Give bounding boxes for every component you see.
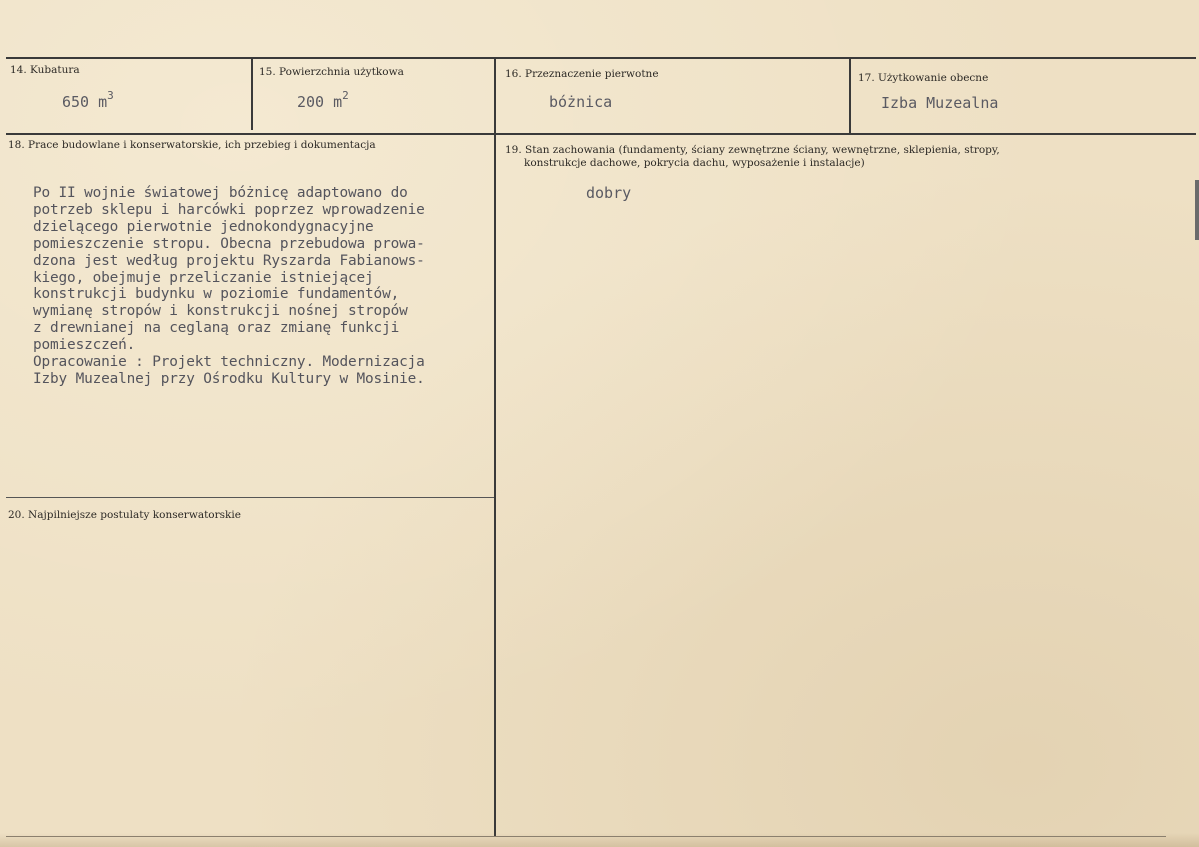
prace-line: konstrukcji budynku w poziomie fundamentów, [33,286,400,303]
stan-label-line2: konstrukcje dachowe, pokrycia dachu, wyposażenie i instalacje) [524,157,865,169]
stan-value: dobry [586,184,632,202]
kubatura-label: 14. Kubatura [10,64,80,76]
col-divider-2 [494,58,496,836]
kubatura-number: 650 m [62,93,108,111]
prace-text [33,185,425,388]
uzytkowanie-label: 17. Użytkowanie obecne [858,72,989,84]
postulaty-label: 20. Najpilniejsze postulaty konserwatorskie [8,509,241,521]
prace-label: 18. Prace budowlane i konserwatorskie, ich przebieg i dokumentacja [8,139,376,151]
col-divider-1 [251,58,253,130]
prace-line: Izby Muzealnej przy Ośrodku Kultury w Mosinie. [33,370,425,387]
prace-line: pomieszczeń. [33,337,136,354]
prace-line: dzielącego pierwotnie jednokondygnacyjne [33,218,374,235]
prace-line: kiego, obejmuje przeliczanie istniejącej [33,269,374,286]
prace-line: Opracowanie : Projekt techniczny. Modernizacja [33,354,425,371]
page-edge-mark [1195,180,1199,240]
prace-line: pomieszczenie stropu. Obecna przebudowa prowa- [33,235,425,252]
prace-line: dzona jest według projektu Ryszarda Fabianows- [33,252,425,269]
prace-line: potrzeb sklepu i harcówki poprzez wprowadzenie [33,201,425,218]
stan-label-line1: 19. Stan zachowania (fundamenty, ściany zewnętrzne ściany, wewnętrzne, sklepienia, stropy, [505,144,1000,156]
top-rule [6,57,1196,59]
row2-bottom-rule [6,497,494,498]
przeznaczenie-label: 16. Przeznaczenie pierwotne [505,68,659,80]
prace-line: wymianę stropów i konstrukcji nośnej stropów [33,303,408,320]
paper-shadow [0,833,1199,847]
uzytkowanie-value: Izba Muzealna [881,94,999,112]
przeznaczenie-value: bóżnica [549,93,613,111]
prace-line: Po II wojnie światowej bóżnicę adaptowano do [33,185,408,201]
powierzchnia-exponent: 2 [342,89,349,102]
kubatura-exponent: 3 [107,89,114,102]
powierzchnia-number: 200 m [297,93,343,111]
prace-line: z drewnianej na ceglaną oraz zmianę funkcji [33,320,400,337]
col-divider-3 [849,58,851,135]
row1-bottom-rule [6,133,1196,135]
powierzchnia-value [297,91,349,111]
powierzchnia-label: 15. Powierzchnia użytkowa [259,66,404,78]
kubatura-value [62,91,114,111]
